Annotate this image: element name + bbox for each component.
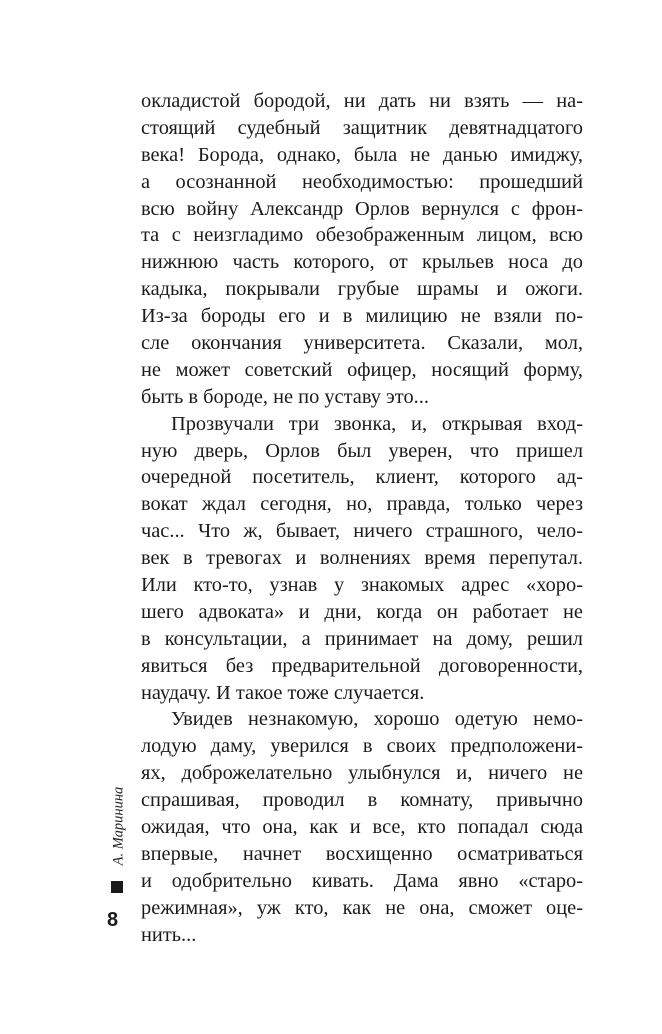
text-line: час... Что ж, бывает, ничего страшного, чело- — [141, 520, 583, 543]
text-line: а осознанной необходимостью: прошедший — [141, 170, 583, 193]
text-line: окладистой бородой, ни дать ни взять — на- — [141, 90, 583, 112]
text-line: сле окончания университета. Сказали, мол, — [141, 332, 583, 355]
text-line: быть в бороде, не по уставу это... — [141, 385, 429, 408]
text-line: Увидев незнакомую, хорошо одетую немо- — [171, 708, 583, 731]
text-line: нижнюю часть которого, от крыльев носа до — [141, 251, 583, 274]
author-name: А. Маринина — [110, 786, 127, 866]
text-line: нить... — [141, 923, 197, 946]
page-number: 8 — [107, 909, 119, 931]
text-line: очередной посетитель, клиент, которого ад- — [141, 466, 583, 489]
text-line: кадыка, покрывали грубые шрамы и ожоги. — [141, 278, 583, 301]
paragraph-3 — [141, 706, 583, 948]
text-line: стоящий судебный защитник девятнадцатого — [141, 116, 583, 139]
text-line: шего адвоката» и дни, когда он работает не — [141, 600, 583, 623]
square-marker-icon — [111, 881, 123, 893]
text-line: века! Борода, однако, была не данью имиджу, — [141, 143, 583, 166]
text-line: та с неизгладимо обезображенным лицом, всю — [141, 224, 583, 247]
paragraph-1 — [141, 88, 583, 411]
text-line: явиться без предварительной договоренности, — [141, 654, 583, 677]
book-text — [141, 88, 583, 949]
text-line: вокат ждал сегодня, но, правда, только через — [141, 493, 583, 516]
paragraph-2 — [141, 411, 583, 707]
text-line: всю войну Александр Орлов вернулся с фрон- — [141, 197, 583, 220]
text-line: режимная», уж кто, как не она, сможет оце- — [141, 896, 583, 919]
running-head — [109, 778, 129, 874]
text-line: впервые, начнет восхищенно осматриваться — [141, 842, 583, 865]
text-line: ях, доброжелательно улыбнулся и, ничего не — [141, 762, 583, 785]
text-line: в консультации, а принимает на дому, решил — [141, 627, 583, 650]
text-line: не может советский офицер, носящий форму, — [141, 358, 583, 381]
text-line: лодую даму, уверился в своих предположени- — [141, 735, 583, 758]
text-line: ожидая, что она, как и все, кто попадал сюда — [141, 816, 583, 839]
text-line: Из-за бороды его и в милицию не взяли по- — [141, 305, 583, 328]
text-line: и одобрительно кивать. Дама явно «старо- — [141, 869, 583, 892]
text-line: век в тревогах и волнениях время перепутал. — [141, 547, 583, 570]
text-line: Или кто-то, узнав у знакомых адрес «хоро- — [141, 574, 583, 597]
text-line: спрашивая, проводил в комнату, привычно — [141, 789, 583, 812]
text-line: ную дверь, Орлов был уверен, что пришел — [141, 439, 583, 462]
text-line: Прозвучали три звонка, и, открывая вход- — [171, 412, 583, 435]
text-line: наудачу. И такое тоже случается. — [141, 681, 425, 704]
